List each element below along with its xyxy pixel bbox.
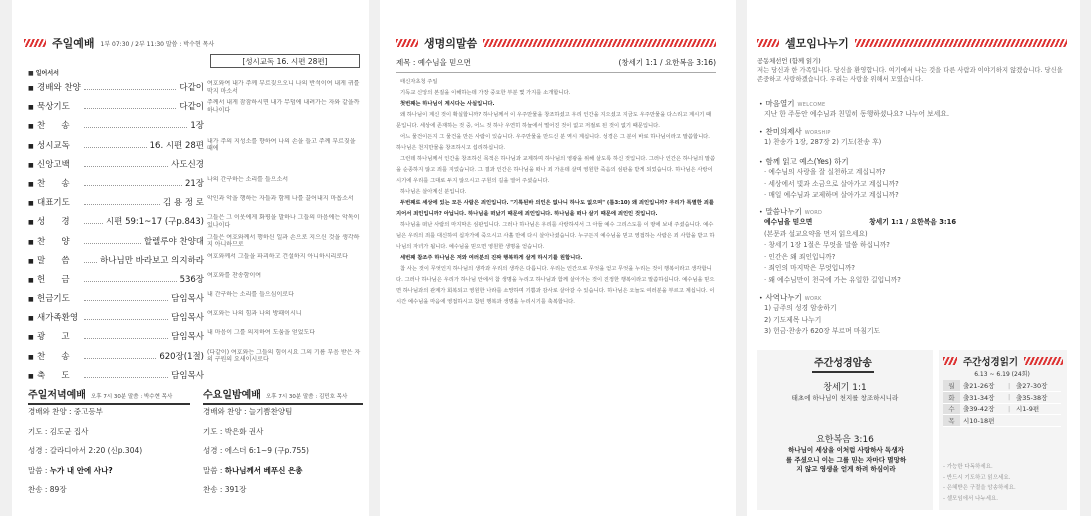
bullet-icon: ■ bbox=[28, 315, 34, 323]
gutter-mid-1 bbox=[369, 0, 380, 516]
memory-verse-box bbox=[757, 350, 933, 510]
order-label: 축 도 bbox=[37, 370, 70, 381]
stripe-decoration bbox=[1024, 357, 1063, 365]
worship-order bbox=[28, 81, 204, 388]
cell-section-en: WORSHIP bbox=[804, 130, 831, 136]
cell-section-en: WORD bbox=[804, 210, 823, 216]
order-label: 말 씀 bbox=[37, 255, 70, 266]
cell-section-line: 2) 기도제목 나누기 bbox=[764, 315, 822, 324]
reading-portion-b: 시1-9편 bbox=[1013, 403, 1061, 415]
stripe-decoration bbox=[943, 357, 957, 365]
cell-section-lines bbox=[764, 167, 899, 202]
sermon-title-row bbox=[396, 57, 716, 73]
bullet-icon: • bbox=[759, 295, 763, 302]
verse-line: 나의 간구하는 소리를 들으소서 bbox=[207, 175, 289, 183]
dotted-leader bbox=[84, 333, 168, 339]
community-declaration bbox=[757, 57, 1067, 84]
verse-line: 여호와는 나의 힘과 나의 방패이시니 bbox=[207, 310, 302, 318]
sermon-paragraph: 첫번째는 하나님이 계시다는 사실입니다. bbox=[400, 101, 495, 107]
reading-note: - 반드시 기도하고 읽으세요. bbox=[943, 474, 1011, 481]
cell-section-lines bbox=[764, 109, 949, 121]
bullet-icon: ■ bbox=[28, 296, 34, 304]
order-value: 536장 bbox=[179, 274, 204, 285]
reading-row bbox=[943, 403, 1061, 415]
stripe-decoration bbox=[855, 39, 1067, 47]
evening-sermon-title: 누가 내 안에 사나? bbox=[49, 465, 113, 475]
reading-portion-a: 출21-26장 bbox=[960, 380, 1008, 392]
sermon-label: 말씀 : bbox=[28, 465, 50, 475]
dotted-leader bbox=[84, 353, 156, 359]
service-header bbox=[24, 35, 364, 51]
dotted-leader bbox=[84, 103, 176, 109]
word-of-life-header bbox=[396, 35, 716, 51]
cell-section-line: 1) 찬송가 1장, 287장 2) 기도(찬송 후) bbox=[764, 138, 882, 146]
bible-reading-table bbox=[943, 380, 1061, 427]
bullet-icon: ■ bbox=[28, 257, 34, 265]
order-label: 새가족환영 bbox=[37, 313, 79, 324]
wednesday-service-details bbox=[203, 402, 309, 500]
dotted-leader bbox=[84, 276, 177, 282]
reading-day: 월 bbox=[943, 380, 960, 392]
verse-line: 여호와여 내가 주께 부르짖으오니 나의 반석이여 내게 귀를 막지 마소서 bbox=[207, 80, 360, 95]
reading-note: - 가능한 다독하세요. bbox=[943, 464, 993, 470]
order-row bbox=[28, 119, 204, 138]
evening-line: 기도 : 김도균 집사 bbox=[28, 426, 89, 436]
cell-section-line: · 창세기 1장 1절은 무엇을 말씀 하십니까? bbox=[764, 241, 890, 249]
order-row bbox=[28, 196, 204, 215]
order-row bbox=[28, 350, 204, 369]
cell-meeting-title: 셀모임나누기 bbox=[785, 37, 849, 50]
dotted-leader bbox=[84, 180, 182, 186]
verse-line: 내가 주의 지성소를 향하여 나의 손을 들고 주께 부르짖을 때에 bbox=[207, 137, 356, 153]
order-row bbox=[28, 81, 204, 100]
wednesday-line: 성경 : 에스더 6:1~9 (구p.755) bbox=[203, 446, 309, 455]
reading-separator: | bbox=[1008, 403, 1013, 415]
order-label: 찬 양 bbox=[37, 236, 70, 247]
order-row bbox=[28, 158, 204, 177]
bullet-icon: ■ bbox=[28, 104, 34, 112]
verse-line: 여호와께서 그들을 파괴하고 건설하지 아니하시리로다 bbox=[207, 252, 348, 260]
order-label: 성시교독 bbox=[37, 140, 70, 151]
bullet-icon: ■ bbox=[28, 85, 34, 92]
order-value: 620장(1절) bbox=[159, 351, 204, 362]
cell-section-lines bbox=[764, 303, 880, 338]
cell-section-label: 찬미의제사 bbox=[765, 127, 802, 136]
dotted-leader bbox=[84, 295, 168, 301]
stripe-decoration bbox=[757, 39, 779, 47]
wednesday-line: 찬송 : 391장 bbox=[203, 485, 247, 494]
evening-service-title: 주일저녁예배 bbox=[28, 390, 86, 401]
order-value: 담임목사 bbox=[171, 332, 204, 343]
evening-line: 경배와 찬양 : 중고등부 bbox=[28, 407, 103, 416]
dotted-leader bbox=[84, 372, 168, 378]
bible-reading-header bbox=[943, 354, 1063, 368]
cell-section-line: 3) 헌금·찬송가 620장 부르며 마침기도 bbox=[764, 327, 881, 335]
cell-section-line: 지난 한 주동안 예수님과 친밀히 동행하셨나요? 나누어 보세요. bbox=[764, 110, 950, 118]
sermon-paragraph: 하나님은 살아계신 분입니다. bbox=[400, 189, 467, 195]
reading-portion-a: 출31-34장 bbox=[960, 392, 1008, 404]
dotted-leader bbox=[84, 161, 168, 167]
bullet-icon: ■ bbox=[28, 123, 34, 131]
bullet-icon: ■ bbox=[28, 238, 34, 246]
order-row bbox=[28, 330, 204, 349]
order-label: 찬 송 bbox=[37, 351, 70, 362]
sermon-paragraph: 어느 물건이든지 그 물건을 만든 사람이 있습니다. 우주만물을 만드신 분 역시 계십니다. 성경은 그 분이 바로 하나님이라고 말씀합니다. 하나님은 천지만물을 창조하시고 섭리하십니다. bbox=[396, 134, 710, 151]
verse-line: 주께서 내게 잠잠하시면 내가 무덤에 내려가는 자와 같을까 하나이다 bbox=[207, 99, 360, 114]
dotted-leader bbox=[84, 314, 168, 320]
cell-section-line: · 세상에서 빛과 소금으로 살아가고 계십니까? bbox=[764, 179, 899, 188]
order-value: 담임목사 bbox=[171, 313, 204, 324]
sermon-body bbox=[396, 77, 716, 505]
order-label: 대표기도 bbox=[37, 198, 70, 209]
sermon-paragraph: 태신자초청 주일 bbox=[400, 79, 438, 85]
order-label: 묵상기도 bbox=[37, 102, 70, 113]
cell-section-line: · 매일 예수님과 교제하며 살아가고 계십니까? bbox=[764, 191, 899, 199]
order-title: ■ 일어서서 bbox=[28, 70, 59, 77]
stripe-decoration bbox=[396, 39, 418, 47]
order-row bbox=[28, 139, 204, 158]
verse-line: 그들은 여호와께서 행하신 일과 손으로 지으신 것을 생각하지 아니하므로 bbox=[207, 233, 360, 249]
verse-line: 여호와를 찬송함이여 bbox=[207, 271, 262, 279]
order-row bbox=[28, 177, 204, 196]
word-of-life-title: 생명의말씀 bbox=[424, 37, 478, 50]
wednesday-line: 기도 : 박은화 권사 bbox=[203, 426, 264, 436]
bible-reading-week: 6.13 ~ 6.19 (24회) bbox=[974, 371, 1030, 378]
reading-day: 화 bbox=[943, 392, 960, 404]
bullet-icon: ■ bbox=[28, 180, 34, 188]
order-value: 시편 59:1~17 (구p.843) bbox=[105, 217, 204, 228]
dotted-leader bbox=[84, 84, 176, 90]
service-times: 1부 07:30 / 2부 11:30 말씀 : 박수현 목사 bbox=[100, 40, 215, 48]
order-value: 16. 시편 28편 bbox=[149, 140, 204, 151]
reading-note: - 은혜받은 구절을 암송하세요. bbox=[943, 485, 1016, 491]
cell-section-en: WORK bbox=[804, 296, 822, 302]
order-row bbox=[28, 292, 204, 311]
evening-service-sub: 오후 7시 30분 말씀 : 박수현 목사 bbox=[90, 394, 173, 400]
bullet-icon: ■ bbox=[28, 372, 34, 380]
order-label: 경배와 찬양 bbox=[37, 83, 81, 93]
declaration-text: 저는 당신과 한 가족입니다. 당신을 환영합니다. 여기에서 나는 것을 다른 사람과 이야기하지 않겠습니다. 당신을 존중하고 사랑하겠습니다. 우리는 사랑을 위해서 모였습니다. bbox=[757, 67, 1063, 83]
reading-portion-a: 출39-42장 bbox=[960, 403, 1008, 415]
order-value: 김 용 정 로 bbox=[163, 198, 204, 209]
bible-reading-notes bbox=[943, 462, 1016, 504]
cell-section-line: 예수님을 믿으면 창세기 1:1 / 요한복음 3:16 bbox=[764, 218, 957, 226]
sermon-scripture: (창세기 1:1 / 요한복음 3:16) bbox=[618, 58, 716, 67]
bullet-icon: ■ bbox=[28, 142, 34, 150]
cell-section-label: 마음열기 bbox=[765, 99, 795, 108]
bullet-icon: ■ bbox=[28, 334, 34, 342]
service-title: 주일예배 bbox=[52, 37, 95, 50]
order-value: 21장 bbox=[184, 178, 204, 189]
order-label: 신앙고백 bbox=[37, 159, 70, 170]
verse-line: (다같이) 여호와는 그들의 힘이시요 그의 기름 부음 받은 자의 구원의 요새이시로다 bbox=[207, 348, 361, 364]
evening-line: 성경 : 갈라디아서 2:20 (신p.304) bbox=[28, 446, 143, 455]
cell-section-line: 1) 금주의 성경 암송하기 bbox=[764, 304, 837, 312]
bible-reading-title: 주간성경읽기 bbox=[963, 357, 1019, 368]
reading-reference: [성시교독 16. 시편 28편] bbox=[210, 54, 360, 68]
order-row bbox=[28, 273, 204, 292]
cell-section-line: (본문과 설교요약을 먼저 읽으세요) bbox=[764, 229, 868, 238]
bullet-icon: • bbox=[759, 209, 763, 216]
dotted-leader bbox=[84, 142, 147, 148]
wednesday-line: 경배와 찬양 : 늘기쁨찬양팀 bbox=[203, 407, 293, 416]
cell-section-heading bbox=[759, 156, 852, 167]
order-label: 광 고 bbox=[37, 332, 70, 343]
cell-section-heading bbox=[759, 206, 822, 217]
bullet-icon: • bbox=[759, 159, 763, 166]
order-value: 사도신경 bbox=[171, 159, 204, 170]
sermon-paragraph: 왜 하나님이 계신 것이 확실합니까? 하나님께서 이 우주만물을 창조하셨고 우리 인간을 지으셨고 지금도 우주만물을 다스리고 계시기 때문입니다. 세상에 존재하는 것 중, 어느 것 하나 우연히 하늘에서 떨어진 것이 없고 저절로 된 것이 없기 때문입니다. bbox=[396, 112, 712, 129]
wednesday-sermon-title: 하나님께서 베푸신 은총 bbox=[224, 465, 303, 475]
order-label: 헌금기도 bbox=[37, 294, 70, 305]
reading-separator: | bbox=[1008, 380, 1013, 392]
cell-section-line: · 왜 예수님만이 천국에 가는 유일한 길입니까? bbox=[764, 275, 901, 284]
stripe-decoration bbox=[483, 39, 716, 47]
cell-section-line: · 예수님의 사랑을 잘 실천하고 계십니까? bbox=[764, 168, 886, 176]
order-value: 할렐루야 찬양대 bbox=[143, 236, 204, 247]
reading-portion-a: 시10-18편 bbox=[960, 415, 1008, 427]
bullet-icon: ■ bbox=[28, 219, 34, 227]
order-value: 담임목사 bbox=[171, 294, 204, 305]
order-row bbox=[28, 215, 204, 234]
sermon-label: 말씀 : bbox=[203, 465, 225, 475]
reading-portion-b bbox=[1013, 415, 1061, 427]
declaration-title: 공동체선언 (함께 읽기) bbox=[757, 58, 821, 65]
order-label: 성 경 bbox=[37, 217, 70, 228]
sermon-paragraph: 기독교 신앙의 본질을 이해하는데 가장 중요한 부분 몇 가지를 소개합니다. bbox=[400, 90, 571, 96]
sermon-paragraph: 하나님을 떠난 사람의 마지막은 심판입니다. 그러나 하나님은 우리를 사랑하셔서 그 아들 예수 그리스도를 이 땅에 보내 주셨습니다. 예수님은 우리의 죄를 대신하여 십자가에 죽으시고 사흘 만에 다시 살아나셨습니다. 누구든지 예수님을 믿고 영접하는 사람은 죄 사함을 받고 하나님의 자녀가 됩니다. 예수님을 믿으면 영원한 생명을 얻습니다. bbox=[396, 222, 715, 250]
memory-verse-text-2: 하나님이 세상을 이처럼 사랑하사 독생자를 주셨으니 이는 그를 믿는 자마다 멸망하지 않고 영생을 얻게 하려 하심이라 bbox=[785, 446, 907, 473]
memory-verse-text-1: 태초에 하나님이 천지를 창조하시니라 bbox=[791, 394, 899, 402]
order-row bbox=[28, 235, 204, 254]
reading-row bbox=[943, 380, 1061, 392]
cell-meeting-header bbox=[757, 35, 1067, 51]
order-value: 다같이 bbox=[179, 102, 204, 113]
verse-line: 악인과 악을 행하는 자들과 함께 나를 끌어내지 마옵소서 bbox=[207, 195, 354, 203]
wednesday-sermon bbox=[203, 461, 309, 481]
bullet-icon: • bbox=[759, 129, 763, 136]
evening-sermon bbox=[28, 461, 142, 481]
sermon-paragraph: 참 사는 것이 무엇인지 하나님의 생각과 우리의 생각은 다릅니다. 우리는 인간으로 무엇을 얻고 무엇을 누리는 것이 행복이라고 생각합니다. 그러나 하나님은 우리가 하나님 안에서 참 생명을 누리고 하나님과 함께 살아가는 것이 진정한 행복이라고 말씀하십니다. 예수님을 믿으면 하나님과의 관계가 회복되고 영원한 나라를 소망하며 기쁨과 감사로 살아갈 수 있습니다. 하나님은 오늘도 여러분을 부르고 계십니다. 이 시간 예수님을 마음에 영접하시고 참된 행복과 생명을 누리시기를 축복합니다. bbox=[396, 266, 715, 305]
responsive-reading bbox=[207, 80, 362, 387]
reading-portion-b: 출27-30장 bbox=[1013, 380, 1061, 392]
order-label: 찬 송 bbox=[37, 121, 70, 132]
bullet-icon: ■ bbox=[28, 161, 34, 169]
order-row bbox=[28, 100, 204, 119]
bullet-icon: ■ bbox=[28, 200, 34, 208]
wednesday-service-sub: 오후 7시 30분 말씀 : 김민호 목사 bbox=[265, 394, 348, 400]
evening-service-details bbox=[28, 402, 142, 500]
bullet-icon: ■ bbox=[28, 276, 34, 284]
order-row bbox=[28, 311, 204, 330]
cell-section-line: · 인간은 왜 죄인입니까? bbox=[764, 252, 836, 261]
order-value: 하나님만 바라보고 의지하라 bbox=[100, 255, 204, 266]
cell-section-heading bbox=[759, 98, 825, 109]
reading-row bbox=[943, 392, 1061, 404]
bullet-icon: • bbox=[759, 101, 763, 108]
dotted-leader bbox=[84, 122, 187, 128]
dotted-leader bbox=[84, 238, 141, 244]
dotted-leader bbox=[84, 218, 103, 224]
verse-line: 내 마음이 그를 의지하여 도움을 얻었도다 bbox=[207, 329, 316, 337]
sermon-paragraph: 두번째로 세상에 있는 모든 사람은 죄인입니다. "기록된바 의인은 없나니 하나도 없으며" (롬3:10) 왜 죄인입니까? 우리가 특별한 죄를 지어서 죄인입니까? 아닙니다. 하나님을 떠났기 때문에 죄인입니다. 하나님을 떠나 살기 때문에 죄인인 것입니다. bbox=[396, 200, 714, 217]
wednesday-service-title: 수요일밤예배 bbox=[203, 390, 261, 401]
cell-section-heading bbox=[759, 126, 831, 137]
order-label: 찬 송 bbox=[37, 178, 70, 189]
cell-section-label: 말씀나누기 bbox=[765, 207, 802, 216]
cell-section-lines bbox=[764, 137, 881, 149]
memory-verse-title: 주간성경암송 bbox=[812, 354, 874, 373]
reading-row bbox=[943, 415, 1061, 427]
reading-portion-b: 출35-38장 bbox=[1013, 392, 1061, 404]
verse-line: 그들은 그 이웃에게 화평을 말하나 그들의 마음에는 악독이 있나이다 bbox=[207, 214, 360, 229]
cell-section-lines bbox=[764, 217, 956, 286]
gutter-mid-2 bbox=[736, 0, 747, 516]
cell-section-line: · 죄인의 마지막은 무엇입니까? bbox=[764, 264, 856, 272]
order-row bbox=[28, 254, 204, 273]
verse-line: 내 간구하는 소리를 들으심이로다 bbox=[207, 291, 294, 299]
stripe-decoration bbox=[24, 39, 46, 47]
reading-day: 목 bbox=[943, 415, 960, 427]
reading-note: - 셀모임에서 나누세요. bbox=[943, 495, 999, 502]
memory-verse-ref-2: 요한복음 3:16 bbox=[816, 435, 874, 445]
gutter-left bbox=[0, 0, 12, 516]
sermon-paragraph: 그런데 하나님께서 인간을 창조하신 목적은 하나님과 교제하며 하나님의 영광을 위해 살도록 하신 것입니다. 그러나 인간은 하나님의 말씀을 순종하지 않고 죄를 지었습니다. 그 결과 인간은 하나님을 떠나 죄 가운데 살며 영원한 죽음의 심판을 받게 되었습니다. 하나님은 사랑이시기에 우리를 그대로 두지 않으시고 구원의 길을 열어 주셨습니다. bbox=[396, 156, 716, 184]
dotted-leader bbox=[84, 257, 97, 263]
evening-line: 찬송 : 89장 bbox=[28, 485, 67, 494]
order-value: 다같이 bbox=[179, 83, 204, 93]
order-value: 담임목사 bbox=[171, 370, 204, 381]
order-value: 1장 bbox=[190, 121, 204, 132]
reading-day: 수 bbox=[943, 403, 960, 415]
cell-section-en: WELCOME bbox=[797, 102, 826, 108]
cell-section-label: 함께 읽고 예스(Yes) 하기 bbox=[765, 157, 849, 166]
reading-separator: | bbox=[1008, 392, 1013, 404]
dotted-leader bbox=[84, 199, 160, 205]
sermon-paragraph: 세번째 참조주 하나님은 저와 여러분의 진짜 행복하게 살게 하시기를 원합니다. bbox=[400, 255, 583, 261]
bullet-icon: ■ bbox=[28, 353, 34, 361]
order-label: 헌 금 bbox=[37, 274, 70, 285]
cell-section-heading bbox=[759, 292, 822, 303]
sermon-title: 제목 : 예수님을 믿으면 bbox=[396, 58, 471, 67]
gutter-right bbox=[1080, 0, 1091, 516]
cell-section-label: 사역나누기 bbox=[765, 293, 802, 302]
memory-verse-ref-1: 창세기 1:1 bbox=[823, 383, 867, 393]
